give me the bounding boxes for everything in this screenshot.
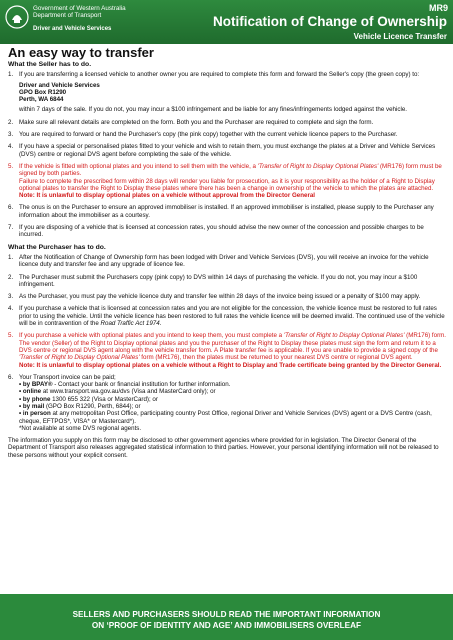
intro-title: An easy way to transfer	[8, 45, 154, 60]
act-name: Road Traffic Act 1974	[100, 320, 160, 328]
payment-text: - Contact your bank or financial institution for further information.	[52, 381, 231, 389]
payment-label: • by BPAY®	[19, 381, 53, 389]
privacy-statement: The information you supply on this form may be disclosed to other government agencies where provided for in legislation. The Director General of the Department of Transport also releases aggregated statistical information to third parties. However, your personal identifying information will not be released to these persons without your explicit consent.	[8, 437, 439, 459]
payment-option-bpay	[19, 381, 448, 388]
payment-text: 1300 655 322 (Visa or MasterCard); or	[50, 395, 158, 403]
address-line: GPO Box R1290	[19, 88, 67, 96]
item-text: After the Notification of Change of Ownership form has been lodged with Driver and Vehicle Services (DVS), you will receive an invoice for the vehicle licence duty and transfer fee and any upgrade of licence fee.	[19, 253, 429, 269]
payment-option-online	[19, 388, 448, 395]
item-text: If you are transferring a licensed vehicle to another owner you are required to complete this form and forward the Seller's copy (the green copy) to:	[19, 71, 420, 79]
item-text: The Purchaser must submit the Purchasers copy (pink copy) to DVS within 14 days of purchasing the vehicle. If you do not, you may incur a $100 infringement.	[19, 273, 418, 288]
purchaser-item-5	[8, 332, 448, 368]
purchaser-item-2	[8, 274, 448, 289]
purchaser-item-1	[8, 254, 448, 269]
warning-note: Note: It is unlawful to display optional plates on a vehicle without approval from the Director General	[19, 192, 316, 200]
footer-line: SELLERS AND PURCHASERS SHOULD READ THE IMPORTANT INFORMATION	[72, 610, 381, 619]
seller-item-1	[8, 71, 448, 113]
address-line: Driver and Vehicle Services	[19, 81, 100, 89]
payment-option-in-person	[19, 410, 448, 425]
mailing-address	[19, 82, 448, 104]
wa-crest-icon	[4, 4, 30, 30]
address-line: Perth, WA 6844	[19, 96, 64, 104]
page-header	[0, 0, 453, 46]
item-text: If you are disposing of a vehicle that is licensed at concession rates, you should advise the new owner of the concession and possible charges to be incurred.	[19, 224, 424, 239]
item-number: 5.	[8, 162, 14, 170]
payment-option-phone	[19, 396, 448, 403]
item-text: If you purchase a vehicle with optional plates and you intend to keep them, you must complete a	[19, 332, 284, 340]
item-number: 4.	[8, 305, 14, 313]
item-number: 6.	[8, 204, 14, 212]
purchaser-item-6	[8, 374, 448, 432]
footer-line: ON ‘PROOF OF IDENTITY AND AGE’ AND IMMOBILISERS OVERLEAF	[91, 621, 362, 630]
payment-option-mail	[19, 403, 448, 410]
item-number: 3.	[8, 293, 14, 301]
item-text: If the vehicle is fitted with optional plates and you intend to sell them with the vehicle, a	[19, 162, 258, 170]
item-text: Failure to complete the prescribed form within 28 days will render you liable for prosecution, as it is your responsibility as the holder of a Right to Display optional plates to transfer the Right to Display these plates where there has been a change in ownership of the vehicle to which the plates are attached.	[19, 177, 435, 192]
form-code: MR9	[428, 3, 448, 13]
warning-note: Note: It is unlawful to display optional plates on a vehicle without a Right to Display and Trade certificate being granted by the Director General.	[19, 361, 442, 369]
payment-label: • by phone	[19, 395, 51, 403]
form-name: 'Transfer of Right to Display Optional Plates'	[19, 354, 140, 362]
payment-text: (GPO Box R1290, Perth, 6844); or	[44, 402, 141, 410]
item-number: 5.	[8, 332, 14, 340]
item-text: form (MR176), then the plates must be returned to your nearest DVS centre or regional DVS agent.	[139, 354, 413, 362]
division-name: Driver and Vehicle Services	[33, 26, 112, 33]
payment-footnote: *Not available at some DVS regional agents.	[19, 424, 142, 432]
item-text: If you have a special or personalised plates fitted to your vehicle and wish to retain them, you must exchange the plates at a Driver and Vehicle Services (DVS) centre or regional DVS agent before completing the sale of the vehicle.	[19, 143, 436, 158]
purchaser-item-3	[8, 293, 448, 300]
seller-item-7	[8, 224, 448, 239]
seller-item-6	[8, 204, 448, 219]
department-name: Department of Transport	[33, 12, 102, 20]
item-number: 2.	[8, 118, 14, 126]
purchaser-heading: What the Purchaser has to do.	[8, 243, 106, 251]
item-text: within 7 days of the sale. If you do not, you may incur a $100 infringement and be liable for any fines/infringements lodged against the vehicle.	[19, 106, 407, 114]
item-text: You are required to forward or hand the Purchaser's copy (the pink copy) together with the current vehicle licence papers to the Purchaser.	[19, 131, 398, 139]
item-text: Make sure all relevant details are completed on the form. Both you and the Purchaser are required to complete and sign the form.	[19, 118, 374, 126]
item-number: 1.	[8, 71, 14, 79]
header-band	[0, 0, 453, 44]
seller-item-2	[8, 119, 448, 126]
org-name: Government of Western Australia	[33, 5, 126, 12]
item-text: (MR176) form must be signed by both parties.	[19, 162, 442, 178]
item-text: The onus is on the Purchaser to ensure an approved immobiliser is installed. If an approved immobiliser is installed, please supply to the Purchaser any information about the immobiliser as a courtesy.	[19, 204, 434, 219]
seller-heading: What the Seller has to do.	[8, 61, 92, 68]
item-number: 3.	[8, 131, 14, 139]
organisation-block	[33, 5, 126, 34]
page-title: Notification of Change of Ownership	[213, 14, 447, 29]
item-text: (MR176) form. The vendor (Seller) of the Right to Display optional plates and you the purchaser of the Right to Display these plates must sign the form and return it to a DVS centre or regional DVS agent along with the vehicle transfer form. A Plate transfer fee is applicable. If you are unable to provide a signed copy of the	[19, 332, 447, 354]
item-text: As the Purchaser, you must pay the vehicle licence duty and transfer fee within 28 days of the invoice being issued or a penalty of $100 may apply.	[19, 293, 421, 301]
page-footer	[0, 594, 453, 640]
item-number: 1.	[8, 253, 14, 261]
payment-label: • by mail	[19, 402, 45, 410]
item-number: 6.	[8, 373, 14, 381]
seller-item-3	[8, 131, 448, 138]
seller-item-5	[8, 163, 448, 199]
payment-label: • in person	[19, 410, 51, 418]
seller-item-4	[8, 143, 448, 158]
main-content	[8, 46, 448, 459]
payment-text: at www.transport.wa.gov.au/dvs (Visa and MasterCard only); or	[41, 388, 216, 396]
item-text: If you purchase a vehicle that is licensed at concession rates and you are not eligible for the concession, the vehicle licence must be restored to full rates prior to using the vehicle. Until the vehicle licence has been restored to full rates the vehicle licence will be deemed invalid. The continued use of the vehicle will be in contravention of the	[19, 305, 445, 328]
payment-label: • online	[19, 388, 42, 396]
item-number: 2.	[8, 273, 14, 281]
item-number: 7.	[8, 224, 14, 232]
purchaser-item-4	[8, 305, 448, 327]
payment-text: at any metropolitan Post Office, participating country Post Office, regional Driver and Vehicle Services (DVS) agent or a DVS Centre (cash, cheque, EFTPOS*, VISA* or Mastercard*).	[19, 410, 432, 425]
form-name: 'Transfer of Right to Display Optional Plates'	[283, 332, 405, 340]
item-number: 4.	[8, 143, 14, 151]
form-name: 'Transfer of Right to Display Optional Plates'	[257, 162, 379, 170]
item-text: .	[159, 320, 162, 328]
item-text: Your Transport invoice can be paid;	[19, 373, 116, 381]
page-subtitle: Vehicle Licence Transfer	[353, 32, 447, 41]
